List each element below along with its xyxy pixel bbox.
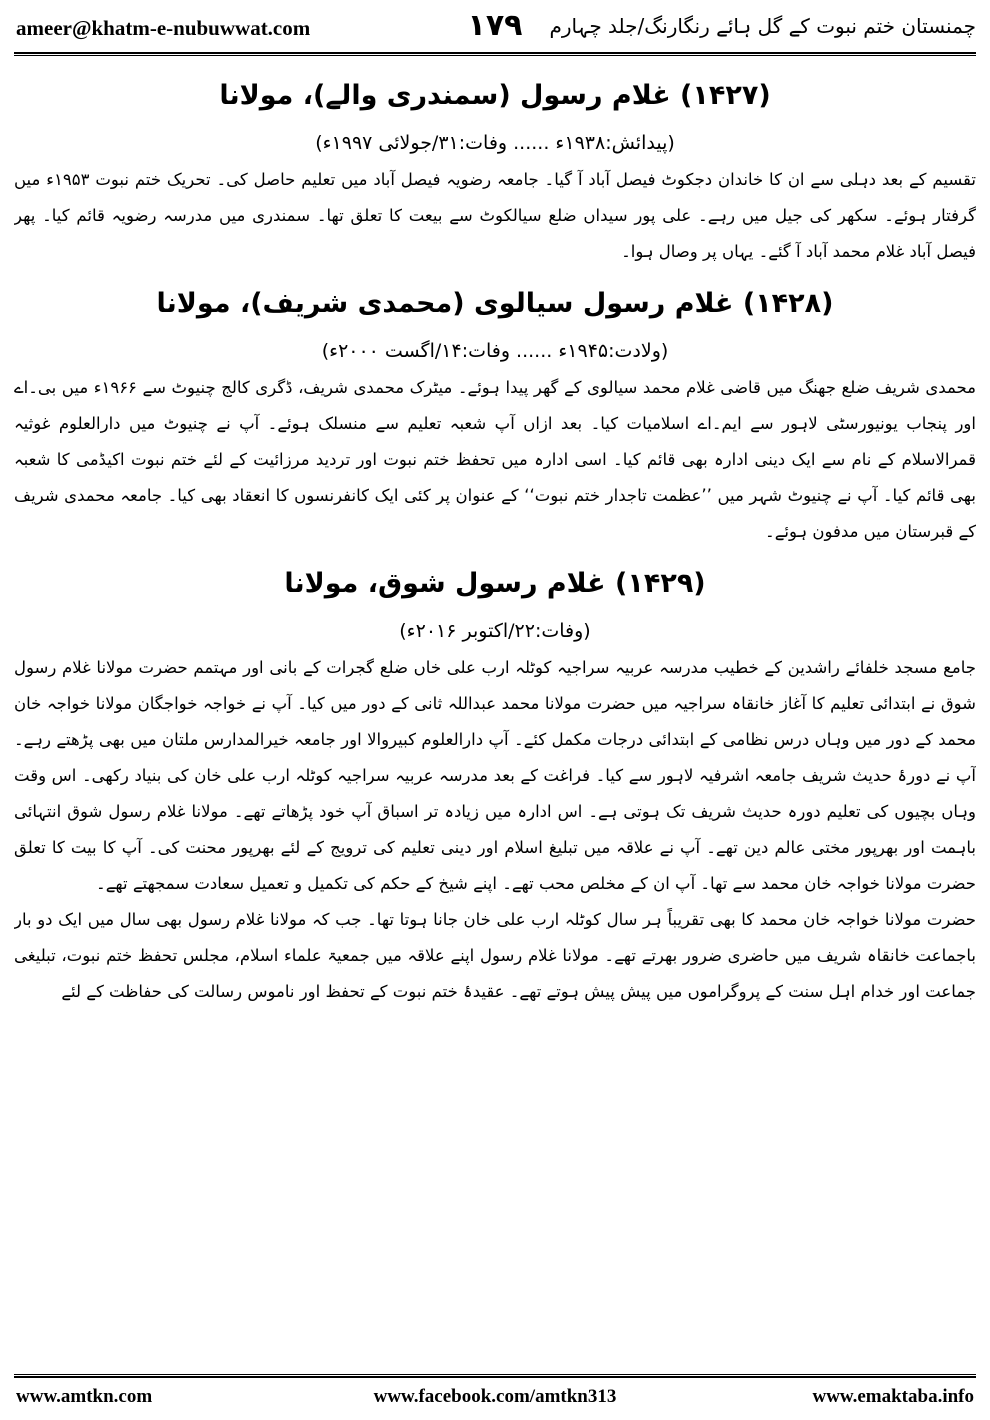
page-content [14,62,976,1362]
page-footer [0,1380,990,1420]
header-rule [14,52,976,56]
entry-1427 [14,70,976,270]
entry-paragraph: حضرت مولانا خواجہ خان محمد کا بھی تقریباً ہر سال کوٹلہ ارب علی خان جانا ہوتا تھا۔ جب کہ مولانا غلام رسول بھی سال میں ایک دو بار باجماعت خانقاہ شریف میں حاضری ضرور بھرتے تھے۔ مولانا غلام رسول اپنے علاقہ میں جمعیۃ علماء اسلام، مجلس تحفظ ختم نبوت، تبلیغی جماعت اور خدام اہل سنت کے پروگراموں میں پیش پیش ہوتے تھے۔ عقیدۂ ختم نبوت کے تحفظ اور ناموس رسالت کی حفاظت کے لئے [14,910,976,1001]
entry-dates: (وفات:۲۲/اکتوبر ۲۰۱۶ء) [399,620,591,642]
entry-1428 [14,278,976,550]
footer-rule [14,1374,976,1378]
entry-heading: (۱۴۲۷) غلام رسول (سمندری والے)، مولانا [219,80,771,111]
book-title: چمنستان ختم نبوت کے گل ہائے رنگارنگ/جلد چہارم [549,14,976,38]
page-number: ۱۷۹ [467,8,523,43]
footer-link-amtkn[interactable]: www.amtkn.com [16,1386,153,1407]
header-email: ameer@khatm-e-nubuwwat.com [16,16,311,40]
page-header [0,0,990,52]
entry-dates: (ولادت:۱۹۴۵ء ...... وفات:۱۴/اگست ۲۰۰۰ء) [321,340,669,362]
entry-paragraph: محمدی شریف ضلع جھنگ میں قاضی غلام محمد سیالوی کے گھر پیدا ہوئے۔ میٹرک محمدی شریف، ڈگری کالج چنیوٹ سے ۱۹۶۶ء میں بی۔اے اور پنجاب یونیورسٹی لاہور سے ایم۔اے اسلامیات کیا۔ بعد ازاں آپ شعبہ تعلیم سے منسلک ہوئے۔ آپ نے چنیوٹ میں دارالعلوم غوثیہ قمرالاسلام کے نام سے ایک دینی ادارہ بھی قائم کیا۔ اسی ادارہ میں تحفظ ختم نبوت اور تردید مرزائیت کے لئے ختم نبوت اکیڈمی کا شعبہ بھی قائم کیا۔ آپ نے چنیوٹ شہر میں ’’عظمت تاجدار ختم نبوت‘‘ کے عنوان پر کئی ایک کانفرنسوں کا انعقاد بھی کیا۔ جامعہ محمدی شریف کے قبرستان میں مدفون ہوئے۔ [14,378,976,541]
footer-link-facebook[interactable]: www.facebook.com/amtkn313 [373,1386,617,1407]
entry-paragraph: تقسیم کے بعد دہلی سے ان کا خاندان دجکوٹ فیصل آباد آ گیا۔ جامعہ رضویہ فیصل آباد میں تعلیم حاصل کی۔ تحریک ختم نبوت ۱۹۵۳ء میں گرفتار ہوئے۔ سکھر کی جیل میں رہے۔ علی پور سیداں ضلع سیالکوٹ سے بیعت کا تعلق تھا۔ سمندری میں مدرسہ رضویہ قائم کیا۔ پھر فیصل آباد غلام محمد آباد آ گئے۔ یہاں پر وصال ہوا۔ [14,170,976,261]
footer-link-emaktaba[interactable]: www.emaktaba.info [812,1386,974,1407]
entry-1429 [14,558,976,1010]
entry-dates: (پیدائش:۱۹۳۸ء ...... وفات:۳۱/جولائی ۱۹۹۷ء) [315,132,675,154]
entry-heading: (۱۴۲۸) غلام رسول سیالوی (محمدی شریف)، مولانا [156,288,834,319]
entry-heading: (۱۴۲۹) غلام رسول شوق، مولانا [284,568,706,599]
entry-paragraph: جامع مسجد خلفائے راشدین کے خطیب مدرسہ عربیہ سراجیہ کوٹلہ ارب علی خاں ضلع گجرات کے بانی اور مہتمم حضرت مولانا غلام رسول شوق نے ابتدائی تعلیم کا آغاز خانقاہ سراجیہ میں حضرت مولانا محمد عبداللہ ثانی کے دور میں کیا۔ آپ نے خواجہ خواجگان مولانا خواجہ خان محمد کے دور میں وہاں درس نظامی کے ابتدائی درجات مکمل کئے۔ آپ دارالعلوم کبیروالا اور جامعہ خیرالمدارس ملتان میں بھی پڑھتے رہے۔ آپ نے دورۂ حدیث شریف جامعہ اشرفیہ لاہور سے کیا۔ فراغت کے بعد مدرسہ عربیہ سراجیہ کوٹلہ ارب علی خان کی بنیاد رکھی۔ اس وقت وہاں بچیوں کی تعلیم دورہ حدیث شریف تک ہوتی ہے۔ اس ادارہ میں زیادہ تر اسباق آپ خود پڑھاتے تھے۔ مولانا غلام رسول شوق انتہائی باہمت اور بھرپور مختی عالم دین تھے۔ آپ نے علاقہ میں تبلیغ اسلام اور دینی تعلیم کی ترویج کے لئے بھرپور محنت کی۔ آپ کا بیت کا تعلق حضرت مولانا خواجہ خان محمد سے تھا۔ آپ ان کے مخلص محب تھے۔ اپنے شیخ کے حکم کی تکمیل و تعمیل سعادت سمجھتے تھے۔ [14,658,976,893]
